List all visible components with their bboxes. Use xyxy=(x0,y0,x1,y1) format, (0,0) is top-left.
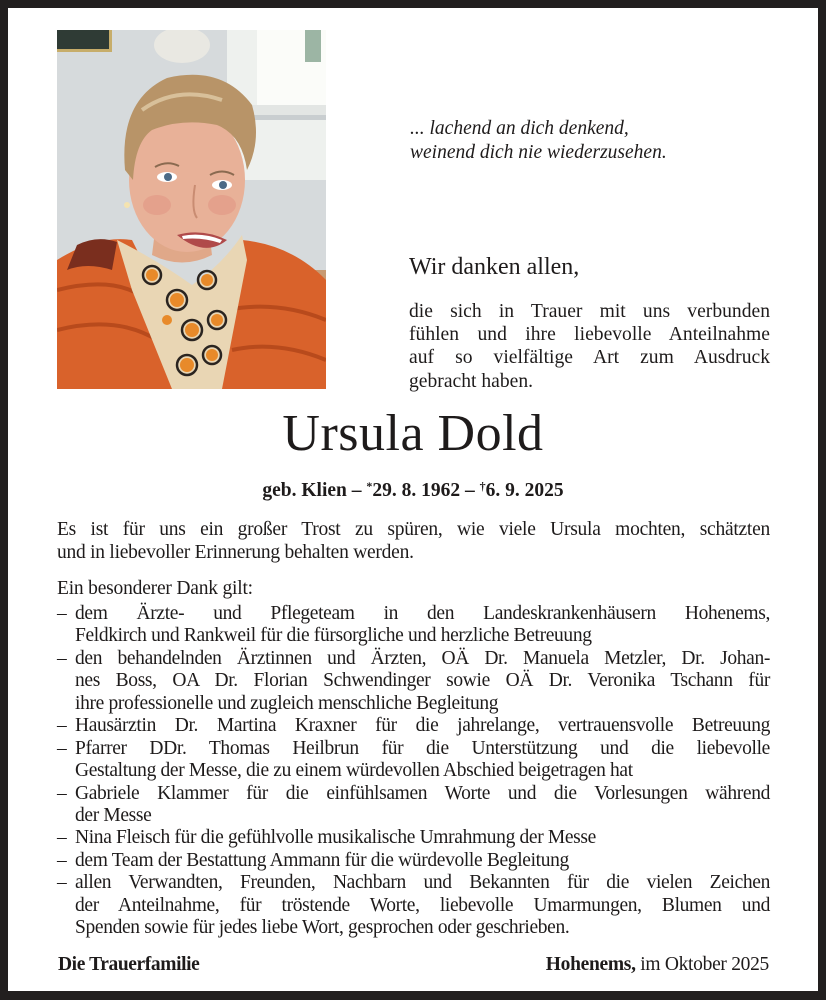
maiden-name: geb. Klien xyxy=(262,480,347,501)
portrait-photo xyxy=(57,30,326,389)
date: im Oktober 2025 xyxy=(640,954,769,975)
obituary-card xyxy=(8,8,818,991)
thanks-line: die sich in Trauer mit uns verbunden xyxy=(409,301,770,322)
dash-bullet-icon: – xyxy=(57,715,67,737)
place: Hohenems, xyxy=(545,954,636,975)
list-item-line: der Anteilnahme, für tröstende Worte, liebevolle Umarmungen, Blumen und xyxy=(75,894,770,916)
deceased-name: Ursula Dold xyxy=(282,405,544,462)
list-item-line: der Messe xyxy=(75,804,152,826)
birth-star-icon: * xyxy=(366,479,373,493)
special-thanks-list xyxy=(57,603,770,940)
list-item xyxy=(57,648,770,715)
list-item-line: dem Team der Bestattung Ammann für die würdevolle Begleitung xyxy=(75,849,569,871)
intro-line: Es ist für uns ein großer Trost zu spüren, wie viele Ursula mochten, schätzten xyxy=(57,519,770,540)
list-item xyxy=(57,872,770,939)
special-thanks-label: Ein besonderer Dank gilt: xyxy=(57,578,253,599)
life-dates xyxy=(8,474,818,503)
intro-line: und in liebevoller Erinnerung behalten werden. xyxy=(57,542,414,563)
list-item-line: Nina Fleisch für die gefühlvolle musikalische Umrahmung der Messe xyxy=(75,827,596,849)
motto-quote xyxy=(410,117,667,165)
list-item xyxy=(57,850,770,872)
dash-bullet-icon: – xyxy=(57,872,67,894)
dash-bullet-icon: – xyxy=(57,827,67,849)
thanks-body xyxy=(409,300,770,393)
list-item-line: dem Ärzte- und Pflegeteam in den Landeskrankenhäusern Hohenems, xyxy=(75,603,770,624)
list-item-line: Feldkirch und Rankweil für die fürsorgliche und herzliche Betreuung xyxy=(75,625,592,647)
list-item-line: den behandelnden Ärztinnen und Ärzten, OÄ Dr. Manuela Metzler, Dr. Johan- xyxy=(75,647,770,669)
thanks-heading: Wir danken allen, xyxy=(409,254,580,280)
list-item-line: Pfarrer DDr. Thomas Heilbrun für die Unterstützung und die liebevolle xyxy=(75,737,770,759)
list-item-line: nes Boss, OA Dr. Florian Schwendinger sowie OÄ Dr. Veronika Tschann für xyxy=(75,670,770,692)
list-item-line: allen Verwandten, Freunden, Nachbarn und Bekannten für die vielen Zeichen xyxy=(75,872,770,894)
list-item xyxy=(57,827,770,849)
dash-bullet-icon: – xyxy=(57,603,67,624)
motto-line: ... lachend an dich denkend, xyxy=(410,118,629,139)
intro-paragraph xyxy=(57,518,770,564)
birth-date: 29. 8. 1962 xyxy=(372,480,461,501)
dash-bullet-icon: – xyxy=(57,737,67,759)
list-item xyxy=(57,738,770,783)
list-item xyxy=(57,715,770,737)
dash-bullet-icon: – xyxy=(57,782,67,804)
dash-bullet-icon: – xyxy=(57,849,67,871)
portrait-photo-icon xyxy=(57,30,326,389)
list-item xyxy=(57,783,770,828)
list-item-line: Gabriele Klammer für die einfühlsamen Worte und die Vorlesungen während xyxy=(75,782,770,804)
thanks-line: fühlen und ihre liebevolle Anteilnahme xyxy=(409,324,770,346)
thanks-line: auf so vielfältige Art zum Ausdruck xyxy=(409,347,770,369)
place-and-date xyxy=(546,953,769,977)
signature: Die Trauerfamilie xyxy=(58,954,200,975)
motto-line: weinend dich nie wiederzusehen. xyxy=(410,142,667,163)
death-cross-icon: † xyxy=(479,479,486,493)
separator: – xyxy=(465,480,475,501)
list-item-line: Spenden sowie für jedes liebe Wort, gesprochen oder geschrieben. xyxy=(75,917,570,939)
dash-bullet-icon: – xyxy=(57,647,67,669)
list-item xyxy=(57,603,770,648)
thanks-line: gebracht haben. xyxy=(409,370,534,392)
death-date: 6. 9. 2025 xyxy=(485,480,564,501)
list-item-line: ihre professionelle und zugleich menschliche Begleitung xyxy=(75,692,499,714)
separator: – xyxy=(351,480,362,501)
list-item-line: Hausärztin Dr. Martina Kraxner für die jahrelange, vertrauensvolle Betreuung xyxy=(75,715,770,737)
list-item-line: Gestaltung der Messe, die zu einem würdevollen Abschied beigetragen hat xyxy=(75,760,633,782)
